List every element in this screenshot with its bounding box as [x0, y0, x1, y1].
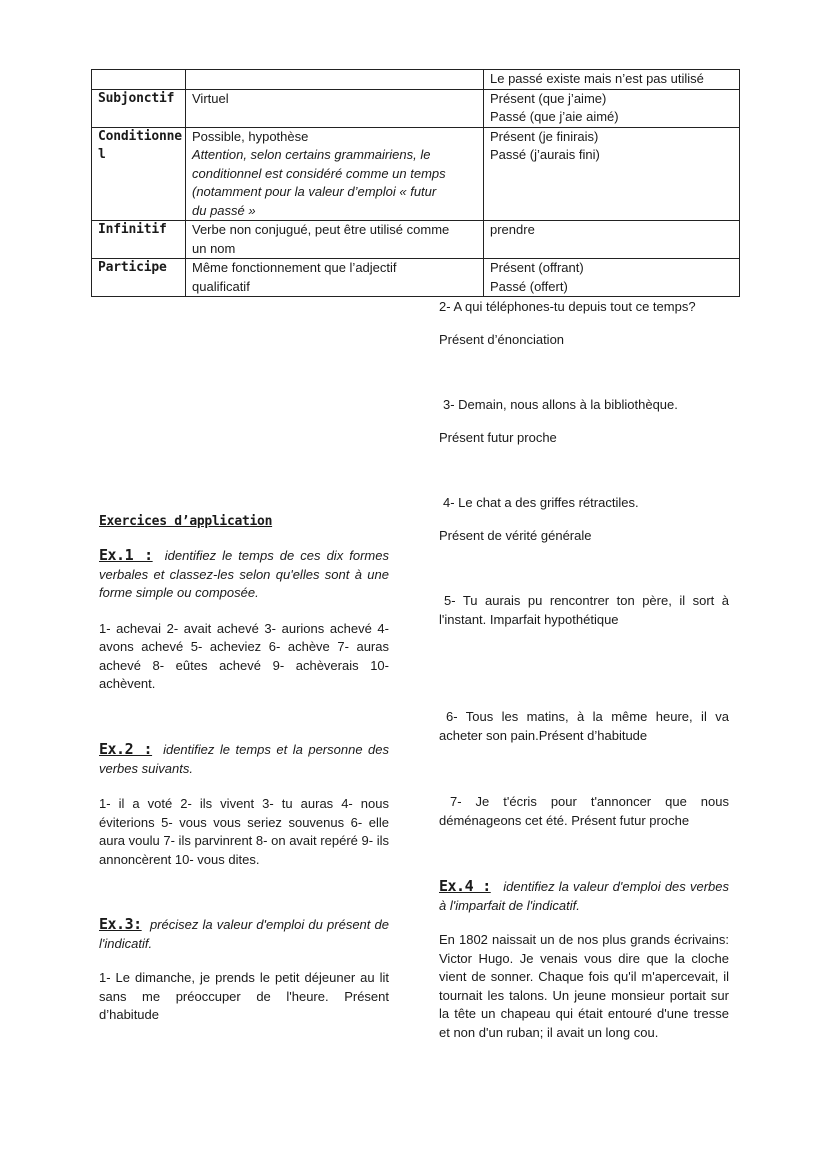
- description-cell: [186, 259, 484, 297]
- description-line: Verbe non conjugué, peut être utilisé comme: [192, 222, 450, 237]
- exercise-3-instruction: [99, 915, 389, 953]
- question-text: 4- Le chat a des griffes rétractiles.: [443, 495, 639, 510]
- answer-4: [439, 527, 729, 546]
- exercise-2-instruction: [99, 740, 389, 778]
- forms-cell: [484, 221, 740, 259]
- exercise-3-label: Ex.3:: [99, 915, 142, 933]
- question-text: 7- Je t'écris pour t'annoncer que nous déménageons cet été. Présent futur proche: [439, 794, 729, 828]
- exercise-3: [99, 915, 389, 1025]
- exercise-1-items: 1- achevai 2- avait achevé 3- aurions achevé 4- avons achevé 5- acheviez 6- achève 7- auras achevé 8- eûtes achevé 9- achèverais 10- achèvent.: [99, 620, 389, 691]
- description-cell: [186, 89, 484, 127]
- description-note-line: conditionnel est considéré comme un temps: [192, 165, 446, 181]
- exercise-1-label: Ex.1 :: [99, 546, 153, 564]
- form-line: Le passé existe mais n’est pas utilisé: [490, 71, 704, 86]
- forms-cell: [484, 89, 740, 127]
- description-note-line: Attention, selon certains grammairiens, le: [192, 147, 431, 162]
- question-5: [439, 592, 729, 629]
- exercise-3-item-1: 1- Le dimanche, je prends le petit déjeuner au lit sans me préoccuper de l'heure. Présent d’habitude: [99, 970, 389, 1022]
- section-title: [99, 512, 389, 532]
- forms-cell: [484, 259, 740, 297]
- description-cell: [186, 127, 484, 221]
- form-line: Présent (que j’aime): [490, 90, 607, 106]
- description-note-line: (notamment pour la valeur d’emploi « futur: [192, 184, 437, 199]
- table-row: [92, 221, 740, 259]
- grammar-table: [91, 69, 740, 297]
- forms-cell: [484, 127, 740, 221]
- exercise-4-text: En 1802 naissait un de nos plus grands écrivains: Victor Hugo. Je venais vous dire que la cloche vient de sonner. Chaque fois qu'il m'apercevait, il tournait les talons. Un jeune monsieur portait sur la tête un chapeau qui était entouré d'une tresse et non d'un ruban; il avait un long cou.: [439, 932, 729, 1040]
- instruction-text: identifiez le temps de ces dix formes verbales et classez-les selon qu'elles sont à une forme simple ou composée.: [99, 548, 389, 600]
- answer-3: [439, 429, 729, 448]
- question-6: [439, 708, 729, 745]
- mode-cell: [92, 70, 186, 90]
- mode-cell: Participe: [92, 259, 186, 297]
- table-row: [92, 70, 740, 90]
- exercise-2-items: 1- il a voté 2- ils vivent 3- tu auras 4- nous éviterions 5- vous vous seriez souvenus 6- elle aura voulu 7- ils parvinrent 8- on avait repéré 9- ils annoncèrent 10- vous dites.: [99, 796, 389, 867]
- description-note-line: du passé »: [192, 202, 256, 218]
- form-line: Présent (je finirais): [490, 128, 599, 144]
- description-line: Virtuel: [192, 90, 229, 106]
- question-3: [443, 396, 733, 415]
- exercise-1-instruction: [99, 546, 389, 603]
- question-7: [439, 793, 729, 830]
- instruction-text: identifiez le temps et la personne des verbes suivants.: [99, 742, 389, 776]
- description-line: Même fonctionnement que l’adjectif: [192, 260, 397, 275]
- question-2: [439, 298, 729, 317]
- question-text: 6- Tous les matins, à la même heure, il va acheter son pain.Présent d’habitude: [439, 709, 729, 743]
- question-text: 5- Tu aurais pu rencontrer ton père, il sort à l'instant. Imparfait hypothétique: [439, 593, 729, 627]
- answer-2: [439, 331, 729, 350]
- question-4: [443, 494, 733, 513]
- form-line: Passé (que j’aie aimé): [490, 109, 619, 124]
- exercise-4-instruction: [439, 877, 729, 915]
- form-line: Passé (offert): [490, 278, 568, 294]
- question-text: 3- Demain, nous allons à la bibliothèque.: [443, 397, 678, 412]
- mode-cell: Subjonctif: [92, 89, 186, 127]
- answer-text: Présent de vérité générale: [439, 528, 592, 543]
- description-line: un nom: [192, 240, 236, 256]
- table-row: [92, 89, 740, 127]
- answer-text: Présent futur proche: [439, 430, 557, 445]
- forms-cell: [484, 70, 740, 90]
- description-cell: [186, 70, 484, 90]
- table-row: [92, 127, 740, 221]
- form-line: prendre: [490, 222, 535, 237]
- table-row: [92, 259, 740, 297]
- mode-cell: Infinitif: [92, 221, 186, 259]
- exercise-4-label: Ex.4 :: [439, 877, 491, 895]
- question-text: 2- A qui téléphones-tu depuis tout ce temps?: [439, 299, 696, 314]
- exercise-1: [99, 546, 389, 694]
- description-line: Possible, hypothèse: [192, 128, 309, 144]
- mode-cell: Conditionne l: [92, 127, 186, 221]
- section-title-text: Exercices d’application: [99, 514, 273, 529]
- exercise-4: [439, 877, 729, 1042]
- exercise-2: [99, 740, 389, 869]
- instruction-text: identifiez la valeur d'emploi des verbes à l'imparfait de l'indicatif.: [439, 879, 729, 913]
- exercise-2-label: Ex.2 :: [99, 740, 153, 758]
- description-line: qualificatif: [192, 278, 250, 294]
- form-line: Présent (offrant): [490, 260, 584, 275]
- answer-text: Présent d’énonciation: [439, 332, 565, 347]
- description-cell: [186, 221, 484, 259]
- instruction-text: précisez la valeur d'emploi du présent de l'indicatif.: [99, 917, 389, 951]
- form-line: Passé (j’aurais fini): [490, 147, 600, 162]
